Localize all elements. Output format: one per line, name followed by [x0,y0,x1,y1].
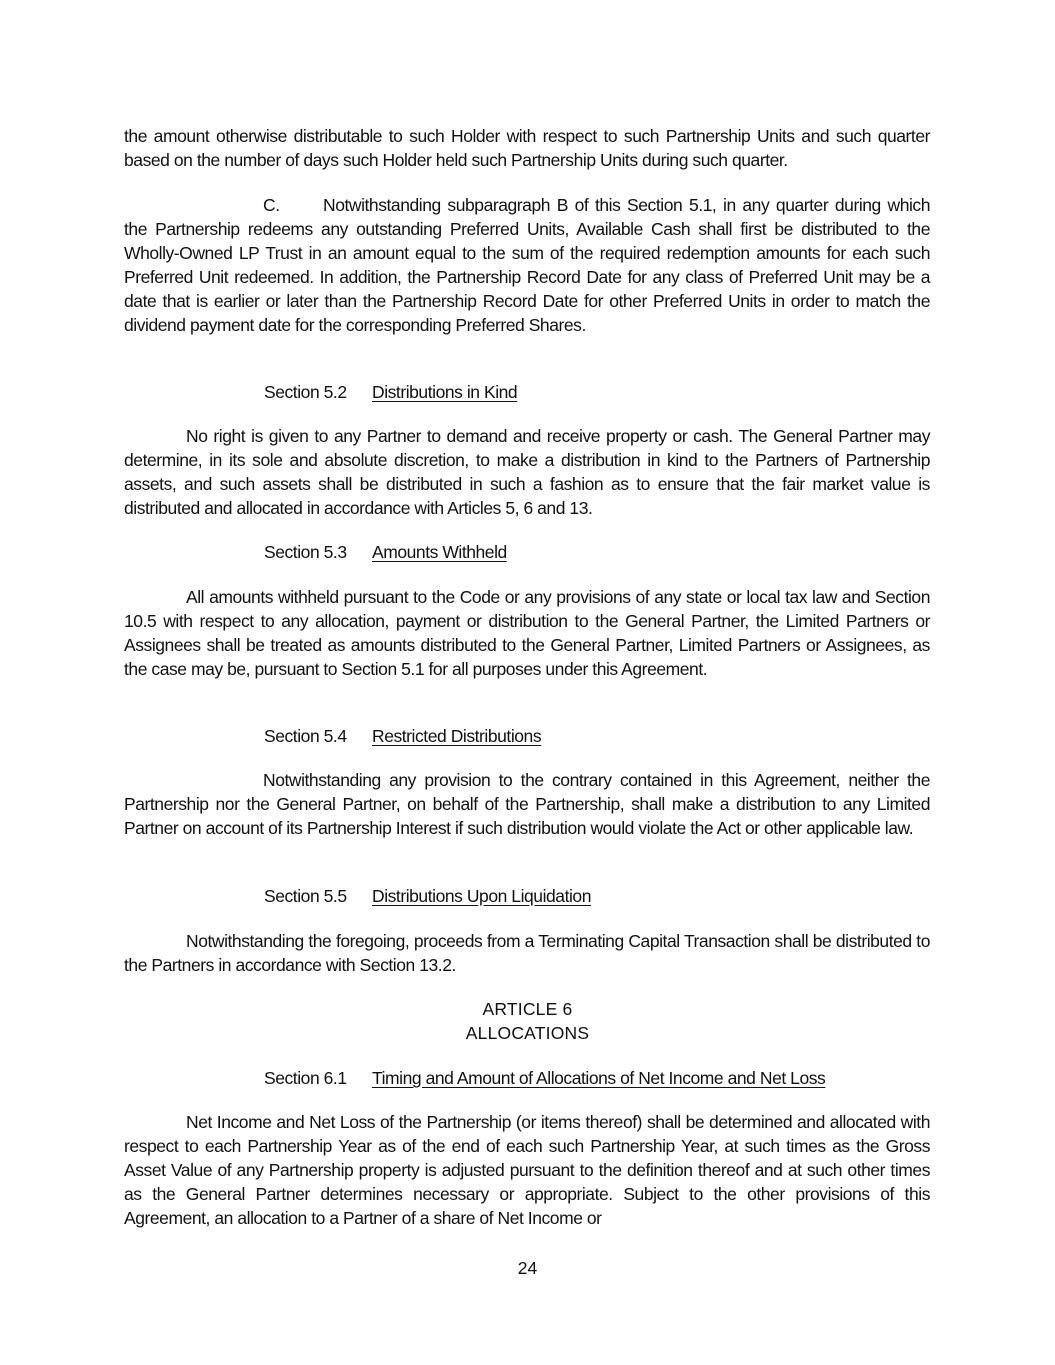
section-5-2-heading [264,380,517,404]
section-title: Distributions Upon Liquidation [372,886,591,906]
paragraph-section-6-1: Net Income and Net Loss of the Partnership (or items thereof) shall be determined and allocated with respect to each Partnership Year as of the end of each such Partnership Year, at such times as the Gross Asset Value of any Partnership property is adjusted pursuant to the definition thereof and at such other times as the General Partner determines necessary or appropriate. Subject to the other provisions of this Agreement, an allocation to a Partner of a share of Net Income or [124,1112,930,1228]
section-number: Section 5.3 [264,542,347,562]
section-6-1-heading [264,1066,825,1090]
paragraph-c-text: Notwithstanding subparagraph B of this Section 5.1, in any quarter during which the Partnership redeems any outstanding Preferred Units, Available Cash shall first be distributed to the Wholly-Owned LP Trust in an amount equal to the sum of the required redemption amounts for each such Preferred Unit redeemed. In addition, the Partnership Record Date for any class of Preferred Unit may be a date that is earlier or later than the Partnership Record Date for other Preferred Units in order to match the dividend payment date for the corresponding Preferred Shares. [124,195,930,335]
section-title: Amounts Withheld [372,542,507,562]
article-title: ALLOCATIONS [465,1023,590,1043]
section-5-3-heading [264,540,507,564]
section-5-5-heading [264,884,591,908]
section-number: Section 5.2 [264,382,347,402]
paragraph-section-5-5: Notwithstanding the foregoing, proceeds from a Terminating Capital Transaction shall be distributed to the Partners in accordance with Section 13.2. [124,931,930,975]
paragraph-section-5-2: No right is given to any Partner to demand and receive property or cash. The General Partner may determine, in its sole and absolute discretion, to make a distribution in kind to the Partners of Partnership assets, and such assets shall be distributed in such a fashion as to ensure that the fair market value is distributed and allocated in accordance with Articles 5, 6 and 13. [124,426,930,518]
section-title: Distributions in Kind [372,382,518,402]
section-title: Timing and Amount of Allocations of Net Income and Net Loss [372,1068,826,1088]
section-number: Section 5.4 [264,726,347,746]
section-number: Section 6.1 [264,1068,347,1088]
section-title: Restricted Distributions [372,726,542,746]
paragraph-c [124,193,930,337]
paragraph-c-label: C. [263,195,280,215]
page-number: 24 [517,1258,538,1278]
paragraph-continued: the amount otherwise distributable to such Holder with respect to such Partnership Units and such quarter based on the number of days such Holder held such Partnership Units during such quarter. [124,126,930,170]
article-label: ARTICLE 6 [482,999,573,1019]
paragraph-section-5-4: Notwithstanding any provision to the contrary contained in this Agreement, neither the Partnership nor the General Partner, on behalf of the Partnership, shall make a distribution to any Limited Partner on account of its Partnership Interest if such distribution would violate the Act or other applicable law. [124,770,930,838]
section-5-4-heading [264,724,541,748]
section-number: Section 5.5 [264,886,347,906]
paragraph-section-5-3: All amounts withheld pursuant to the Code or any provisions of any state or local tax law and Section 10.5 with respect to any allocation, payment or distribution to the General Partner, the Limited Partners or Assignees shall be treated as amounts distributed to the General Partner, Limited Partners or Assignees, as the case may be, pursuant to Section 5.1 for all purposes under this Agreement. [124,587,930,679]
